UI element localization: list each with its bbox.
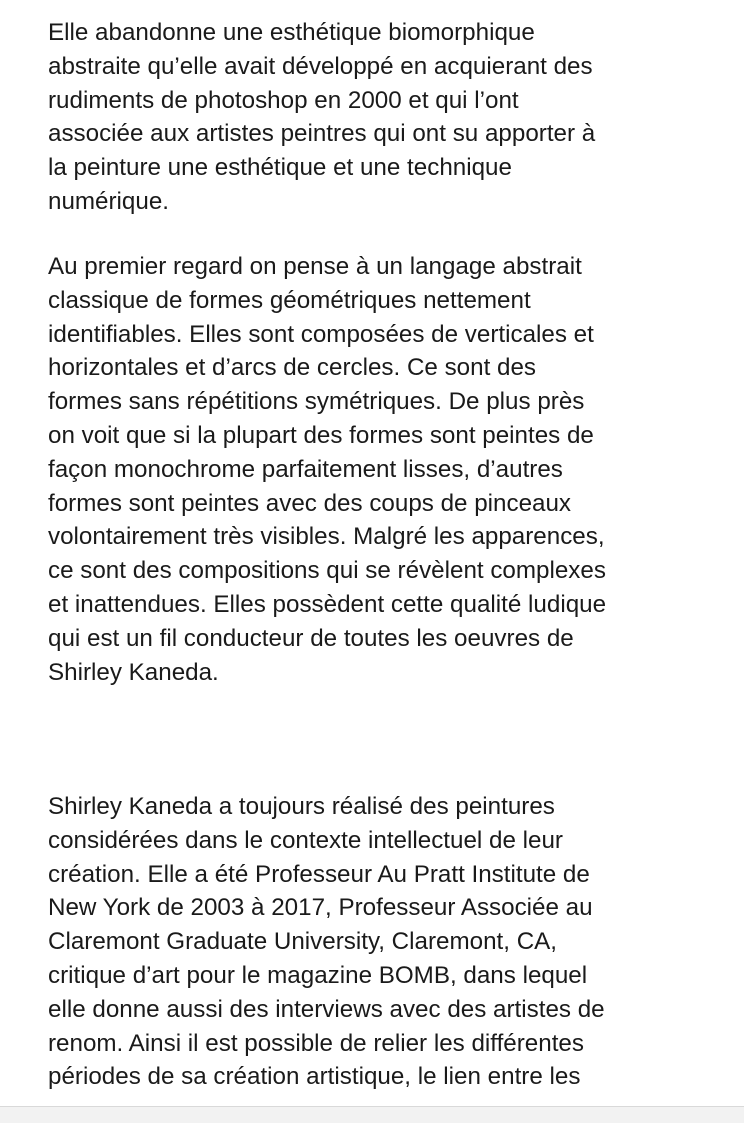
text-line: formes sont peintes avec des coups de pinceaux bbox=[48, 489, 572, 517]
text-line: Au premier regard on pense à un langage abstrait bbox=[48, 253, 582, 280]
text-line: numérique. bbox=[48, 187, 170, 215]
text-line: périodes de sa création artistique, le lien entre les bbox=[48, 1063, 581, 1091]
text-line: New York de 2003 à 2017, Professeur Associée au bbox=[48, 894, 593, 922]
text-line: façon monochrome parfaitement lisses, d’autres bbox=[48, 455, 563, 483]
text-line: Shirley Kaneda. bbox=[48, 658, 219, 686]
text-line: considérées dans le contexte intellectuel de leur bbox=[48, 826, 563, 854]
text-line: Shirley Kaneda a toujours réalisé des peintures bbox=[48, 793, 555, 820]
text-line: création. Elle a été Professeur Au Pratt Institute de bbox=[48, 860, 590, 888]
text-line: abstraite qu’elle avait développé en acquierant des bbox=[48, 52, 593, 80]
text-line: Claremont Graduate University, Claremont, CA, bbox=[48, 928, 558, 956]
paragraph-2 bbox=[48, 250, 738, 689]
text-line: la peinture une esthétique et une technique bbox=[48, 154, 512, 182]
text-line: formes sans répétitions symétriques. De plus près bbox=[48, 388, 585, 416]
text-line: qui est un fil conducteur de toutes les oeuvres de bbox=[48, 624, 574, 652]
text-line: rudiments de photoshop en 2000 et qui l’ont bbox=[48, 86, 519, 114]
bottom-toolbar bbox=[0, 1106, 744, 1123]
text-line: identifiables. Elles sont composées de verticales et bbox=[48, 320, 594, 348]
text-line: Elle abandonne une esthétique biomorphique bbox=[48, 19, 535, 46]
paragraph-1 bbox=[48, 16, 738, 219]
paragraph-3 bbox=[48, 790, 738, 1094]
text-line: et inattendues. Elles possèdent cette qualité ludique bbox=[48, 590, 607, 618]
text-line: horizontales et d’arcs de cercles. Ce sont des bbox=[48, 354, 537, 382]
text-line: renom. Ainsi il est possible de relier les différentes bbox=[48, 1029, 584, 1057]
text-line: volontairement très visibles. Malgré les apparences, bbox=[48, 523, 605, 551]
text-line: on voit que si la plupart des formes sont peintes de bbox=[48, 421, 594, 449]
text-line: elle donne aussi des interviews avec des artistes de bbox=[48, 995, 605, 1023]
text-line: associée aux artistes peintres qui ont su apporter à bbox=[48, 120, 596, 148]
text-line: critique d’art pour le magazine BOMB, dans lequel bbox=[48, 961, 588, 989]
text-line: classique de formes géométriques nettement bbox=[48, 286, 531, 314]
text-line: ce sont des compositions qui se révèlent complexes bbox=[48, 557, 606, 585]
